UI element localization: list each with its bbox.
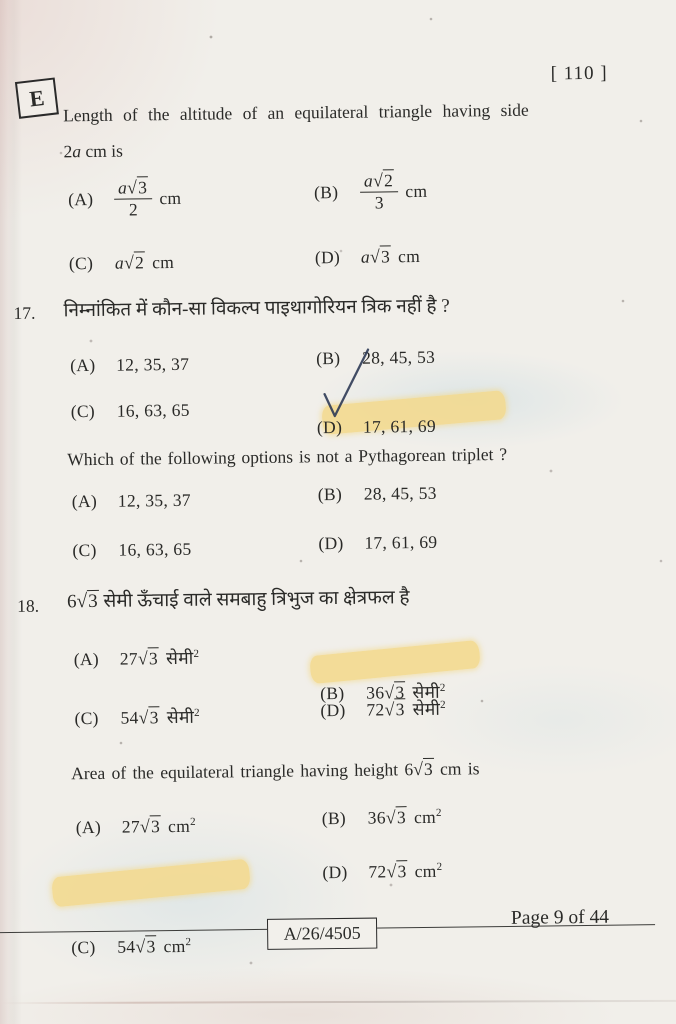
q16-coef: 2: [63, 141, 73, 162]
superscript: 2: [435, 806, 442, 819]
value: [361, 246, 391, 267]
radical-sign: √: [126, 177, 138, 198]
radical-sign: √: [137, 647, 149, 668]
q16-var: a: [72, 141, 82, 162]
fraction-numerator: [114, 178, 152, 200]
q17-en-option-c: [72, 539, 191, 561]
q18-question-hindi: [67, 583, 410, 613]
radical-sign: √: [135, 936, 146, 957]
radicand: 3: [146, 936, 156, 957]
q18-hi-option-b: [320, 673, 676, 705]
q16-question-line2: [63, 141, 123, 163]
option-label: (C): [71, 936, 96, 958]
unit-text: सेमी: [412, 698, 441, 720]
superscript: 2: [436, 860, 443, 873]
q18-en-option-a: [76, 816, 196, 838]
fraction-numerator: [360, 171, 398, 193]
q17-question-english: Which of the following options is not a Pythagorean triplet ?: [67, 443, 508, 470]
q18-question-english: [71, 758, 480, 784]
q16-option-b: [314, 171, 428, 214]
option-label: (A): [71, 490, 98, 512]
value: [115, 252, 145, 273]
value: 28, 45, 53: [363, 482, 437, 504]
radicand: 3: [150, 816, 161, 837]
radical-sign: √: [369, 246, 381, 267]
option-label: (B): [315, 347, 341, 369]
option-label: (D): [314, 246, 341, 268]
option-label: (B): [313, 182, 339, 203]
radicand: 3: [138, 177, 148, 198]
value: 12, 35, 37: [117, 489, 191, 511]
version-box: [15, 77, 59, 118]
option-label: (C): [72, 539, 97, 561]
paper-code-box: [267, 918, 377, 950]
unit: [415, 861, 443, 882]
unit: [167, 705, 201, 729]
q18-english-text: Area of the equilateral triangle having height: [71, 759, 399, 784]
radicand: 3: [423, 758, 433, 779]
option-label: (D): [320, 699, 346, 720]
q16-question-line1: Length of the altitude of an equilateral triangle having side: [63, 99, 529, 126]
value: 17, 61, 69: [364, 531, 438, 553]
unit-text: cm: [167, 815, 191, 837]
q17-en-option-a: [72, 490, 191, 512]
superscript: 2: [194, 706, 201, 719]
fraction: [114, 178, 153, 220]
radical-sign: √: [138, 706, 149, 727]
paper-speckles: [0, 0, 2, 2]
option-label: (B): [321, 807, 347, 829]
q18-hi-option-a: [74, 646, 200, 672]
option-label: (C): [74, 707, 99, 728]
radicand: 3: [395, 698, 405, 719]
q18-english-post: cm is: [439, 758, 480, 779]
option-label: (B): [320, 682, 345, 703]
coef: a: [363, 170, 374, 191]
paper-code: A/26/4505: [283, 922, 361, 944]
unit: cm: [159, 187, 182, 209]
value: [120, 707, 160, 728]
radical-sign: √: [76, 591, 88, 613]
q17-number: 17.: [13, 302, 36, 323]
option-label: (C): [70, 400, 96, 422]
value: [366, 682, 406, 703]
value: 16, 63, 65: [116, 399, 190, 421]
coef: 54: [120, 706, 139, 728]
coef: a: [117, 177, 128, 198]
unit-text: सेमी: [165, 647, 194, 669]
radical-sign: √: [372, 170, 384, 191]
unit-text: सेमी: [412, 681, 441, 703]
fraction-denominator: 3: [374, 192, 384, 213]
option-label: (C): [68, 252, 94, 274]
value: [368, 807, 408, 828]
version-label: E: [28, 84, 46, 111]
radicand: 3: [397, 861, 407, 882]
coef: 54: [117, 936, 136, 957]
coef: 6: [404, 759, 414, 780]
coef: 27: [121, 816, 141, 837]
radical-sign: √: [139, 816, 151, 837]
coef: 72: [366, 698, 385, 720]
option-label: (A): [73, 648, 100, 669]
q16-option-d: [315, 246, 420, 268]
value: 28, 45, 53: [361, 346, 436, 368]
radical-sign: √: [385, 807, 397, 828]
radicand: 2: [383, 170, 394, 191]
pen-checkmark: [316, 341, 379, 426]
q18-hi-option-c: [74, 705, 200, 731]
q16-option-a: [68, 178, 182, 221]
coef: 36: [366, 681, 385, 703]
unit: [166, 646, 200, 670]
q18-number: 18.: [17, 595, 40, 616]
q17-hi-option-a: [70, 354, 189, 376]
option-label: (D): [318, 532, 344, 554]
unit-text: cm: [163, 935, 186, 957]
value: [117, 936, 157, 957]
radicand: 2: [134, 252, 145, 273]
header-page-number: [ 110 ]: [550, 62, 608, 85]
unit: cm: [397, 245, 421, 267]
superscript: 2: [439, 681, 446, 694]
radicand: 3: [396, 807, 407, 828]
coef: a: [360, 246, 371, 267]
coef: 36: [367, 807, 386, 828]
radical-sign: √: [123, 252, 135, 273]
q18-en-option-b: [322, 807, 442, 829]
radicand: 3: [380, 246, 391, 267]
option-label: (A): [68, 189, 94, 210]
fraction-denominator: 2: [128, 199, 139, 220]
value: 17, 61, 69: [362, 415, 437, 437]
unit: cm: [152, 251, 175, 273]
coef: 27: [119, 647, 138, 669]
unit: [168, 816, 196, 837]
superscript: 2: [193, 647, 200, 660]
q16-rest: cm is: [85, 140, 124, 162]
radical-sign: √: [386, 861, 397, 882]
radicand: 3: [148, 647, 159, 668]
value: 16, 63, 65: [118, 538, 192, 560]
q17-en-option-d: [318, 532, 437, 554]
option-label: (B): [317, 483, 343, 505]
unit: [412, 680, 446, 704]
q18-en-option-d: [322, 861, 442, 883]
q18-hindi-text: सेमी ऊँचाई वाले समबाहु त्रिभुज का क्षेत्रफल है: [103, 587, 410, 612]
radicand: 3: [395, 681, 405, 702]
value: 12, 35, 37: [116, 353, 190, 375]
value: [122, 816, 162, 837]
radical-sign: √: [384, 698, 395, 719]
superscript: 2: [189, 815, 196, 829]
coef: 72: [368, 861, 387, 882]
q17-en-option-b: [318, 483, 437, 505]
unit-text: cm: [413, 806, 437, 828]
option-label: (D): [322, 861, 348, 883]
radical-sign: √: [413, 758, 424, 780]
unit-text: cm: [414, 860, 437, 882]
option-label: (A): [70, 354, 96, 376]
radical-sign: √: [384, 681, 395, 702]
q16-option-c: [69, 252, 174, 274]
value: [120, 648, 160, 669]
unit: cm: [405, 180, 428, 202]
value: [368, 861, 408, 882]
unit: [163, 936, 191, 957]
option-label: (D): [316, 416, 343, 438]
radicand: 3: [149, 706, 159, 727]
coef: 6: [66, 591, 77, 613]
superscript: 2: [185, 935, 192, 949]
radicand: 3: [88, 590, 98, 613]
option-label: (A): [75, 816, 102, 838]
unit-text: सेमी: [166, 706, 195, 728]
coef: a: [114, 252, 125, 273]
superscript: 2: [439, 698, 446, 711]
fraction: [360, 171, 399, 213]
q17-question-hindi: निम्नांकित में कौन-सा विकल्प पाइथागोरियन त्रिक नहीं है ?: [63, 295, 450, 322]
footer-page-number: Page 9 of 44: [510, 906, 610, 929]
unit: [414, 807, 442, 828]
